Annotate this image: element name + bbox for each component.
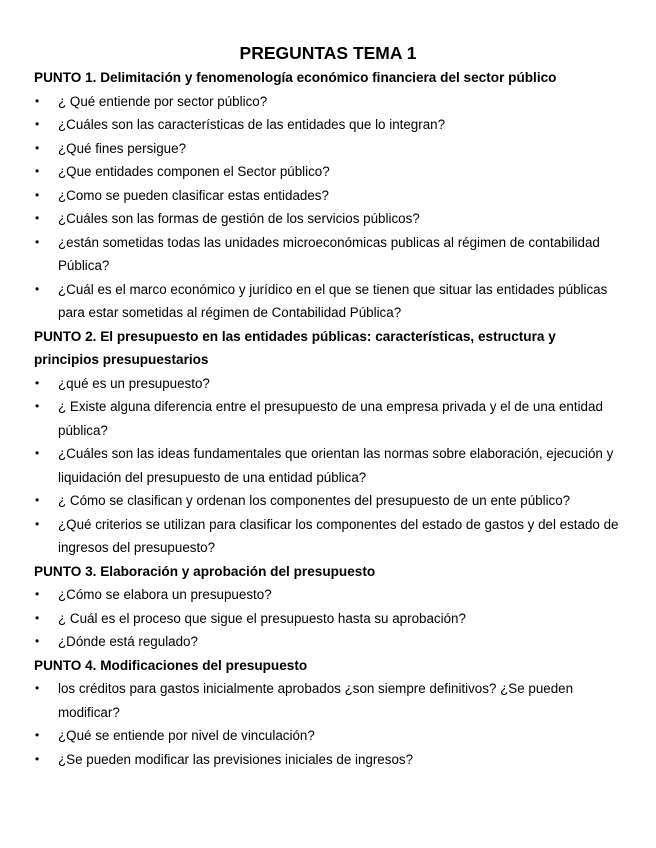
question-list [34,372,622,560]
question-text: ¿Como se pueden clasificar estas entidades? [58,187,329,203]
section-punto-4 [34,654,622,772]
bullet-icon: • [35,634,40,648]
bullet-icon: • [35,493,40,507]
bullet-icon: • [35,117,40,131]
list-item [34,442,622,489]
list-item [34,748,622,772]
bullet-icon: • [35,587,40,601]
bullet-icon: • [35,140,40,155]
section-heading: PUNTO 2. El presupuesto en las entidades públicas: características, estructura y principios presupuestarios [34,328,556,367]
question-text: ¿ Qué entiende por sector público? [58,93,268,109]
question-text: ¿ Cuál es el proceso que sigue el presupuesto hasta su aprobación? [58,610,466,626]
question-text: los créditos para gastos inicialmente aprobados ¿son siempre definitivos? ¿Se pueden modificar? [58,681,574,720]
question-list [34,90,622,325]
list-item [34,513,622,560]
list-item [34,137,622,161]
section-heading: PUNTO 4. Modificaciones del presupuesto [34,657,308,673]
question-list [34,583,622,654]
question-text: ¿Se pueden modificar las previsiones iniciales de ingresos? [58,751,414,767]
list-item [34,278,622,325]
question-text: ¿Dónde está regulado? [58,634,198,649]
bullet-icon: • [35,751,40,766]
bullet-icon: • [35,187,40,202]
question-text: ¿Cómo se elabora un presupuesto? [58,587,272,602]
question-text: ¿Qué fines persigue? [58,140,187,156]
question-text: ¿ Cómo se clasifican y ordenan los componentes del presupuesto de un ente público? [58,493,571,508]
question-text: ¿Cuáles son las ideas fundamentales que orientan las normas sobre elaboración, ejecución y liquidación del presupuesto de una entidad pública? [58,446,614,485]
question-text: ¿Cuáles son las formas de gestión de los servicios públicos? [58,211,420,226]
question-text: ¿están sometidas todas las unidades microeconómicas publicas al régimen de contabilidad Pública? [58,234,600,273]
bullet-icon: • [35,446,40,460]
list-item [34,607,622,631]
list-item [34,724,622,748]
question-text: ¿qué es un presupuesto? [58,375,210,391]
list-item [34,677,622,724]
bullet-icon: • [35,93,40,108]
list-item [34,372,622,396]
bullet-icon: • [35,234,40,249]
bullet-icon: • [35,399,40,413]
list-item [34,231,622,278]
list-item [34,113,622,137]
section-heading: PUNTO 3. Elaboración y aprobación del presupuesto [34,563,376,579]
list-item [34,489,622,513]
bullet-icon: • [35,516,40,531]
list-item [34,160,622,184]
question-list [34,677,622,771]
question-text: ¿Cuál es el marco económico y jurídico en el que se tienen que situar las entidades públicas para estar sometidas al régimen de Contabilidad Pública? [58,281,608,320]
bullet-icon: • [35,211,40,225]
bullet-icon: • [35,681,40,695]
document-title: PREGUNTAS TEMA 1 [239,43,417,63]
list-item [34,184,622,208]
list-item [34,90,622,114]
question-text: ¿Qué criterios se utilizan para clasificar los componentes del estado de gastos y del estado de ingresos del presupuesto? [58,516,619,555]
section-punto-3 [34,560,622,654]
section-heading: PUNTO 1. Delimitación y fenomenología económico financiera del sector público [34,70,557,85]
list-item [34,395,622,442]
list-item [34,207,622,231]
bullet-icon: • [35,728,40,742]
list-item [34,630,622,654]
bullet-icon: • [35,164,40,178]
bullet-icon: • [35,610,40,625]
question-text: ¿Que entidades componen el Sector público? [58,164,330,179]
section-punto-1 [34,66,622,325]
section-punto-2 [34,325,622,560]
question-text: ¿Qué se entiende por nivel de vinculación? [58,728,315,743]
list-item [34,583,622,607]
bullet-icon: • [35,375,40,390]
question-text: ¿Cuáles son las características de las entidades que lo integran? [58,117,446,132]
bullet-icon: • [35,281,40,296]
question-text: ¿ Existe alguna diferencia entre el presupuesto de una empresa privada y el de una entidad pública? [58,399,603,438]
